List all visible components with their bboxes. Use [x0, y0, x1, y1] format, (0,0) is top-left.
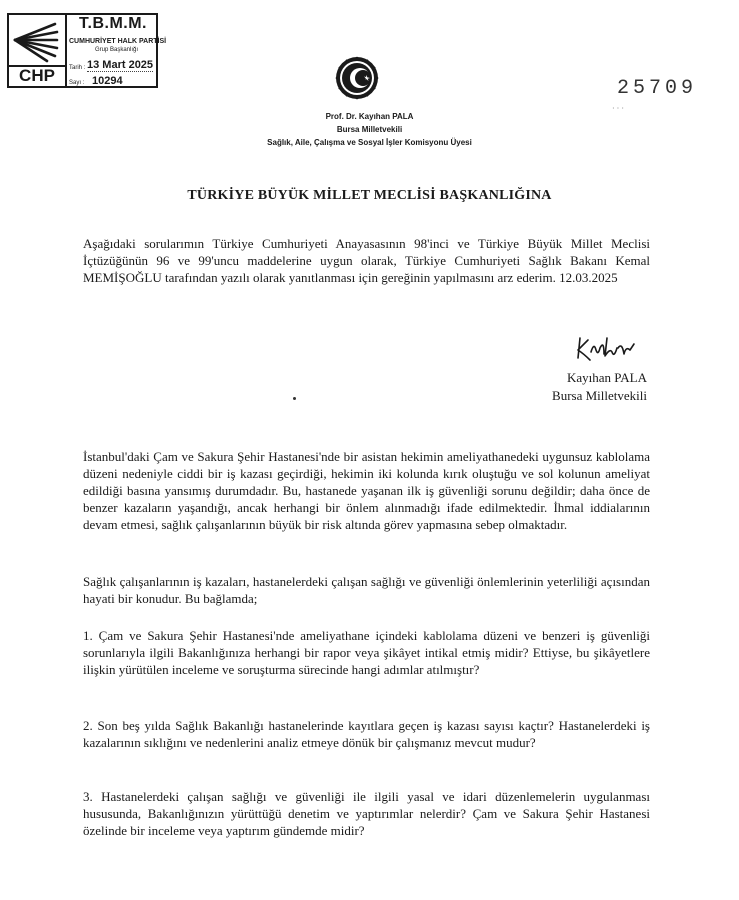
intro-paragraph: Aşağıdaki sorularımın Türkiye Cumhuriyeti Anayasasının 98'inci ve Türkiye Büyük Millet Meclisi İçtüzüğünün 96 ve 99'uncu maddelerine uygun olarak, Türkiye Cumhuriyeti Sağlık Bakanı Kemal MEMİŞOĞLU tarafından yazılı olarak yanıtlanması için gereğinin yapılmasını arz ederim. 12.03.2025	[83, 236, 650, 285]
registration-marks: · · ·	[612, 104, 624, 113]
signer-name: Kayıhan PALA	[566, 370, 647, 385]
body-paragraph: Sağlık çalışanlarının iş kazaları, hastanelerdeki çalışan sağlığı ve güvenliği önlemlerinin yeterliliği açısından hayati bir konudur. Bu bağlamda;	[83, 574, 650, 606]
tbmm-emblem-icon	[334, 55, 380, 101]
author-role: Bursa Milletvekili	[336, 125, 403, 134]
chp-logo-icon	[9, 15, 67, 67]
chp-stamp	[7, 13, 167, 88]
question-3: 3. Hastanelerdeki çalışan sağlığı ve güvenliği ile ilgili yasal ve idari düzenlemelerin uygulanması hususunda, Bakanlığınızın yürüttüğü denetim ve yaptırımlar nelerdir? Çam ve Sakura Şehir Hastanesi özelinde bir inceleme veya yaptırım gündemde midir?	[83, 789, 650, 838]
body-paragraph: İstanbul'daki Çam ve Sakura Şehir Hastanesi'nde bir asistan hekimin ameliyathanedeki uygunsuz kablolama düzeni nedeniyle ciddi bir iş kazası geçirdiği, hekimin iki kolunda kırık oluştuğu ve sol kolunun ameliyat edildiği basına yansımış durumdadır. Bu, hastanede yaşanan ilk iş güvenliği sorunu değildir; daha önce de benzer kazaların yaşandığı, ancak herhangi bir önlem alınmadığı ifade edilmektedir. İhmal iddialarının devam etmesi, sağlık çalışanlarının büyük bir risk altında görev yapmasına sebep olmaktadır.	[83, 449, 650, 532]
question-1: 1. Çam ve Sakura Şehir Hastanesi'nde ameliyathane içindeki kablolama düzeni ve benzeri iş güvenliği sorunlarıyla ilgili Bakanlığınıza herhangi bir rapor veya şikâyet intikal etmiş midir? Ettiyse, bu şikâyetlere ilişkin yürütülen inceleme ve soruşturma sürecinde hangi adımlar atılmıştır?	[83, 628, 650, 677]
stamp-number-label: Sayı :	[69, 80, 85, 86]
stamp-date-label: Tarih :	[69, 65, 86, 71]
stamp-party: CUMHURİYET HALK PARTİSİ	[69, 38, 167, 45]
author-name: Prof. Dr. Kayıhan PALA	[325, 112, 414, 121]
stamp-title: T.B.M.M.	[79, 15, 147, 32]
chp-logo-text: CHP	[9, 65, 67, 88]
stray-mark	[293, 397, 296, 400]
author-committee: Sağlık, Aile, Çalışma ve Sosyal İşler Komisyonu Üyesi	[267, 138, 472, 147]
stamp-number-value: 10294	[92, 75, 123, 87]
question-2: 2. Son beş yılda Sağlık Bakanlığı hastanelerinde kayıtlara geçen iş kazası sayısı kaçtır? Hastanelerdeki iş kazalarının sıklığını ve nedenlerini analiz etmeye dönük bir çalışmanız mevcut mudur?	[83, 718, 650, 750]
registration-number: 25709	[617, 77, 698, 100]
signer-title: Bursa Milletvekili	[552, 388, 647, 403]
stamp-group: Grup Başkanlığı	[95, 47, 139, 53]
document-title: TÜRKİYE BÜYÜK MİLLET MECLİSİ BAŞKANLIĞINA	[187, 188, 552, 203]
signature-image	[574, 334, 640, 364]
stamp-date-value: 13 Mart 2025	[87, 59, 154, 71]
